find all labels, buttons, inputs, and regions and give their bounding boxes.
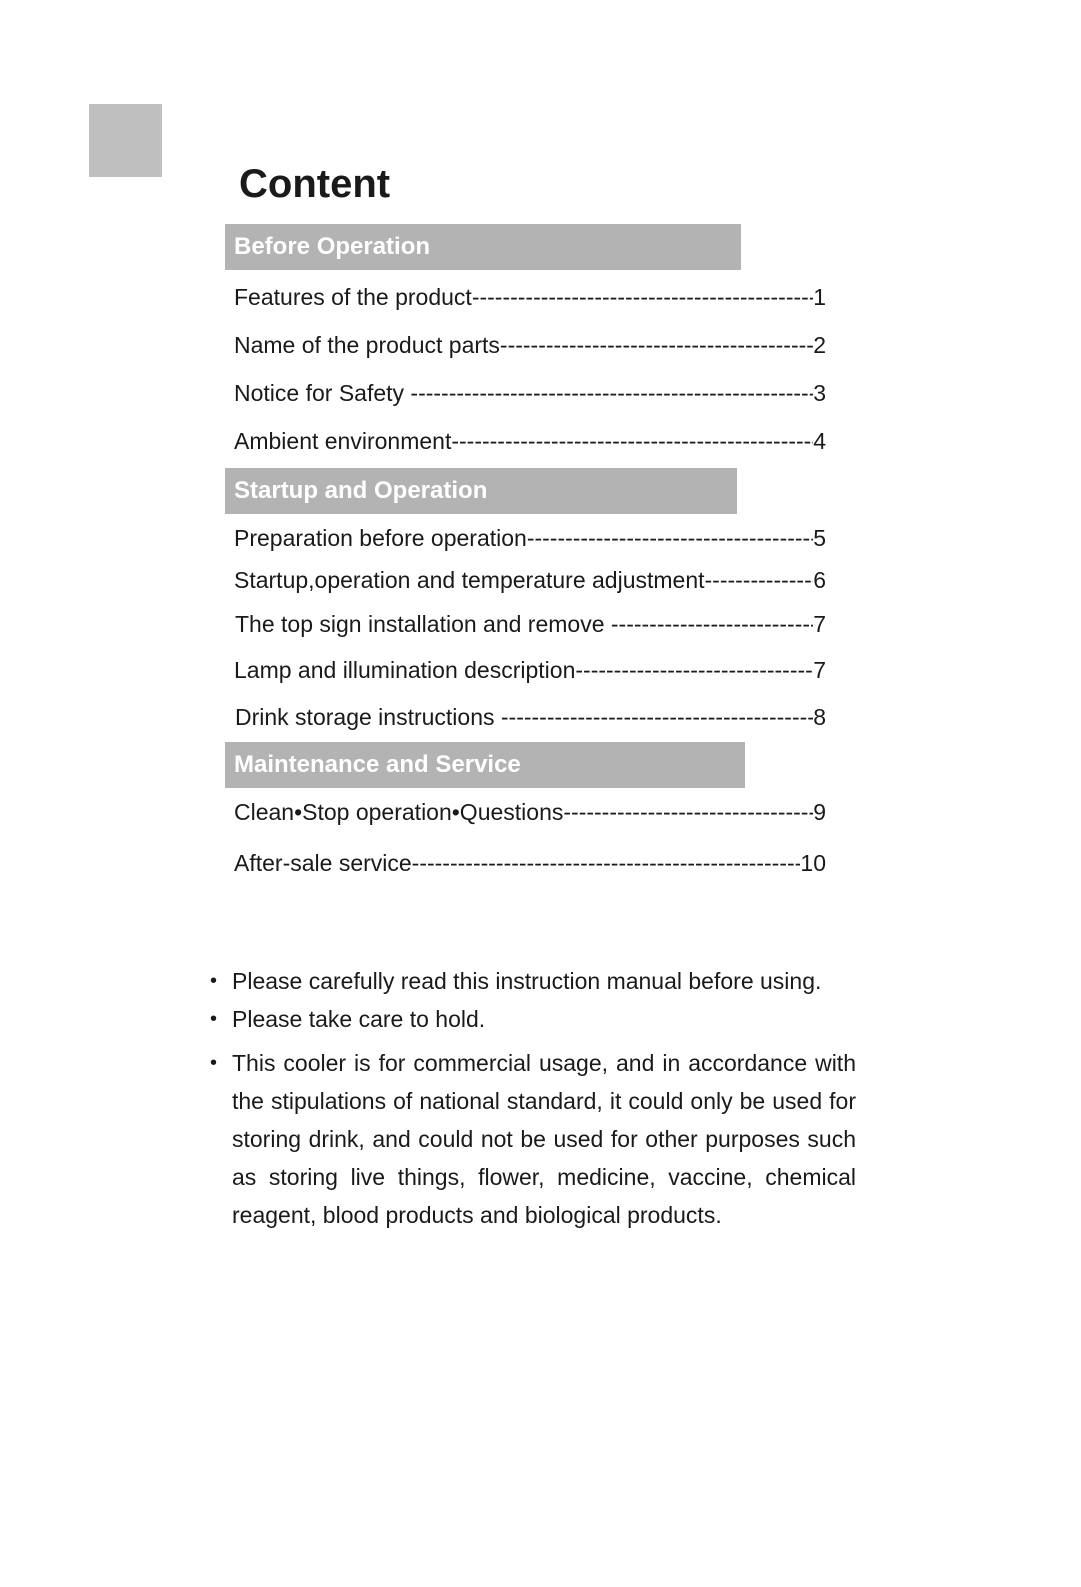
toc-entry-top-sign[interactable]: [235, 607, 826, 641]
toc-leader-dots: [575, 653, 813, 687]
toc-entry-page: 9: [813, 799, 826, 825]
toc-entry-label: Notice for Safety: [234, 380, 411, 406]
toc-entry-lamp-illumination[interactable]: [234, 653, 826, 687]
toc-entry-page: 2: [813, 332, 826, 358]
toc-entry-page: 10: [800, 850, 826, 876]
toc-leader-dots: [563, 795, 813, 829]
toc-entry-safety[interactable]: [234, 376, 826, 410]
toc-entry-label: Lamp and illumination description: [234, 657, 576, 683]
toc-entry-label: After-sale service: [234, 850, 412, 876]
note-item: [210, 962, 856, 1000]
toc-entry-product-parts[interactable]: [234, 328, 826, 362]
toc-leader-dots: [501, 700, 813, 734]
toc-leader-dots: [412, 846, 801, 880]
section-heading-label: Maintenance and Service: [234, 751, 521, 778]
note-text: This cooler is for commercial usage, and in accordance with the stipulations of national standard, it could only be used for storing drink, and could not be used for other purposes such as storing live things, flower, medicine, vaccine, chemical reagent, blood products and biological products.: [232, 1050, 856, 1228]
toc-leader-dots: [527, 521, 813, 555]
note-item: [210, 1044, 856, 1234]
toc-entry-page: 7: [813, 611, 826, 637]
toc-entry-label: Clean•Stop operation•Questions: [234, 799, 564, 825]
section-heading-label: Before Operation: [234, 233, 431, 260]
toc-leader-dots: [500, 328, 813, 362]
toc-entry-clean-stop-questions[interactable]: [234, 795, 826, 829]
notes-list: [210, 962, 856, 1234]
toc-entry-page: 6: [813, 567, 826, 593]
section-heading-startup-operation: [225, 468, 737, 514]
toc-leader-dots: [611, 607, 813, 641]
bullet-icon: •: [210, 1008, 218, 1030]
section-heading-maintenance-service: [225, 742, 745, 788]
toc-entry-features[interactable]: [234, 280, 826, 314]
toc-leader-dots: [410, 376, 813, 410]
toc-entry-preparation[interactable]: [234, 521, 826, 555]
section-heading-before-operation: [225, 224, 741, 270]
toc-entry-page: 8: [813, 704, 826, 730]
bullet-icon: •: [210, 1052, 218, 1074]
corner-tab-block: [89, 104, 162, 177]
toc-leader-dots: [472, 280, 813, 314]
toc-entry-page: 4: [813, 428, 826, 454]
toc-entry-ambient-environment[interactable]: [234, 424, 826, 458]
toc-entry-label: Features of the product: [234, 284, 472, 310]
toc-leader-dots: [705, 563, 814, 597]
toc-entry-label: Name of the product parts: [234, 332, 500, 358]
toc-entry-label: The top sign installation and remove: [235, 611, 611, 637]
toc-entry-page: 1: [813, 284, 826, 310]
toc-entry-label: Startup,operation and temperature adjustment: [234, 567, 705, 593]
bullet-icon: •: [210, 970, 218, 992]
toc-entry-label: Preparation before operation: [234, 525, 527, 551]
note-item: [210, 1000, 856, 1038]
toc-entry-drink-storage[interactable]: [235, 700, 826, 734]
toc-entry-page: 3: [813, 380, 826, 406]
toc-leader-dots: [451, 424, 813, 458]
toc-entry-page: 5: [813, 525, 826, 551]
toc-entry-startup-temperature[interactable]: [234, 563, 826, 597]
note-text: Please carefully read this instruction manual before using.: [232, 968, 822, 994]
toc-entry-page: 7: [813, 657, 826, 683]
section-heading-label: Startup and Operation: [234, 477, 488, 504]
toc-entry-after-sale[interactable]: [234, 846, 826, 880]
toc-entry-label: Drink storage instructions: [235, 704, 501, 730]
page-title: Content: [239, 162, 391, 206]
note-text: Please take care to hold.: [232, 1006, 486, 1032]
toc-entry-label: Ambient environment: [234, 428, 452, 454]
